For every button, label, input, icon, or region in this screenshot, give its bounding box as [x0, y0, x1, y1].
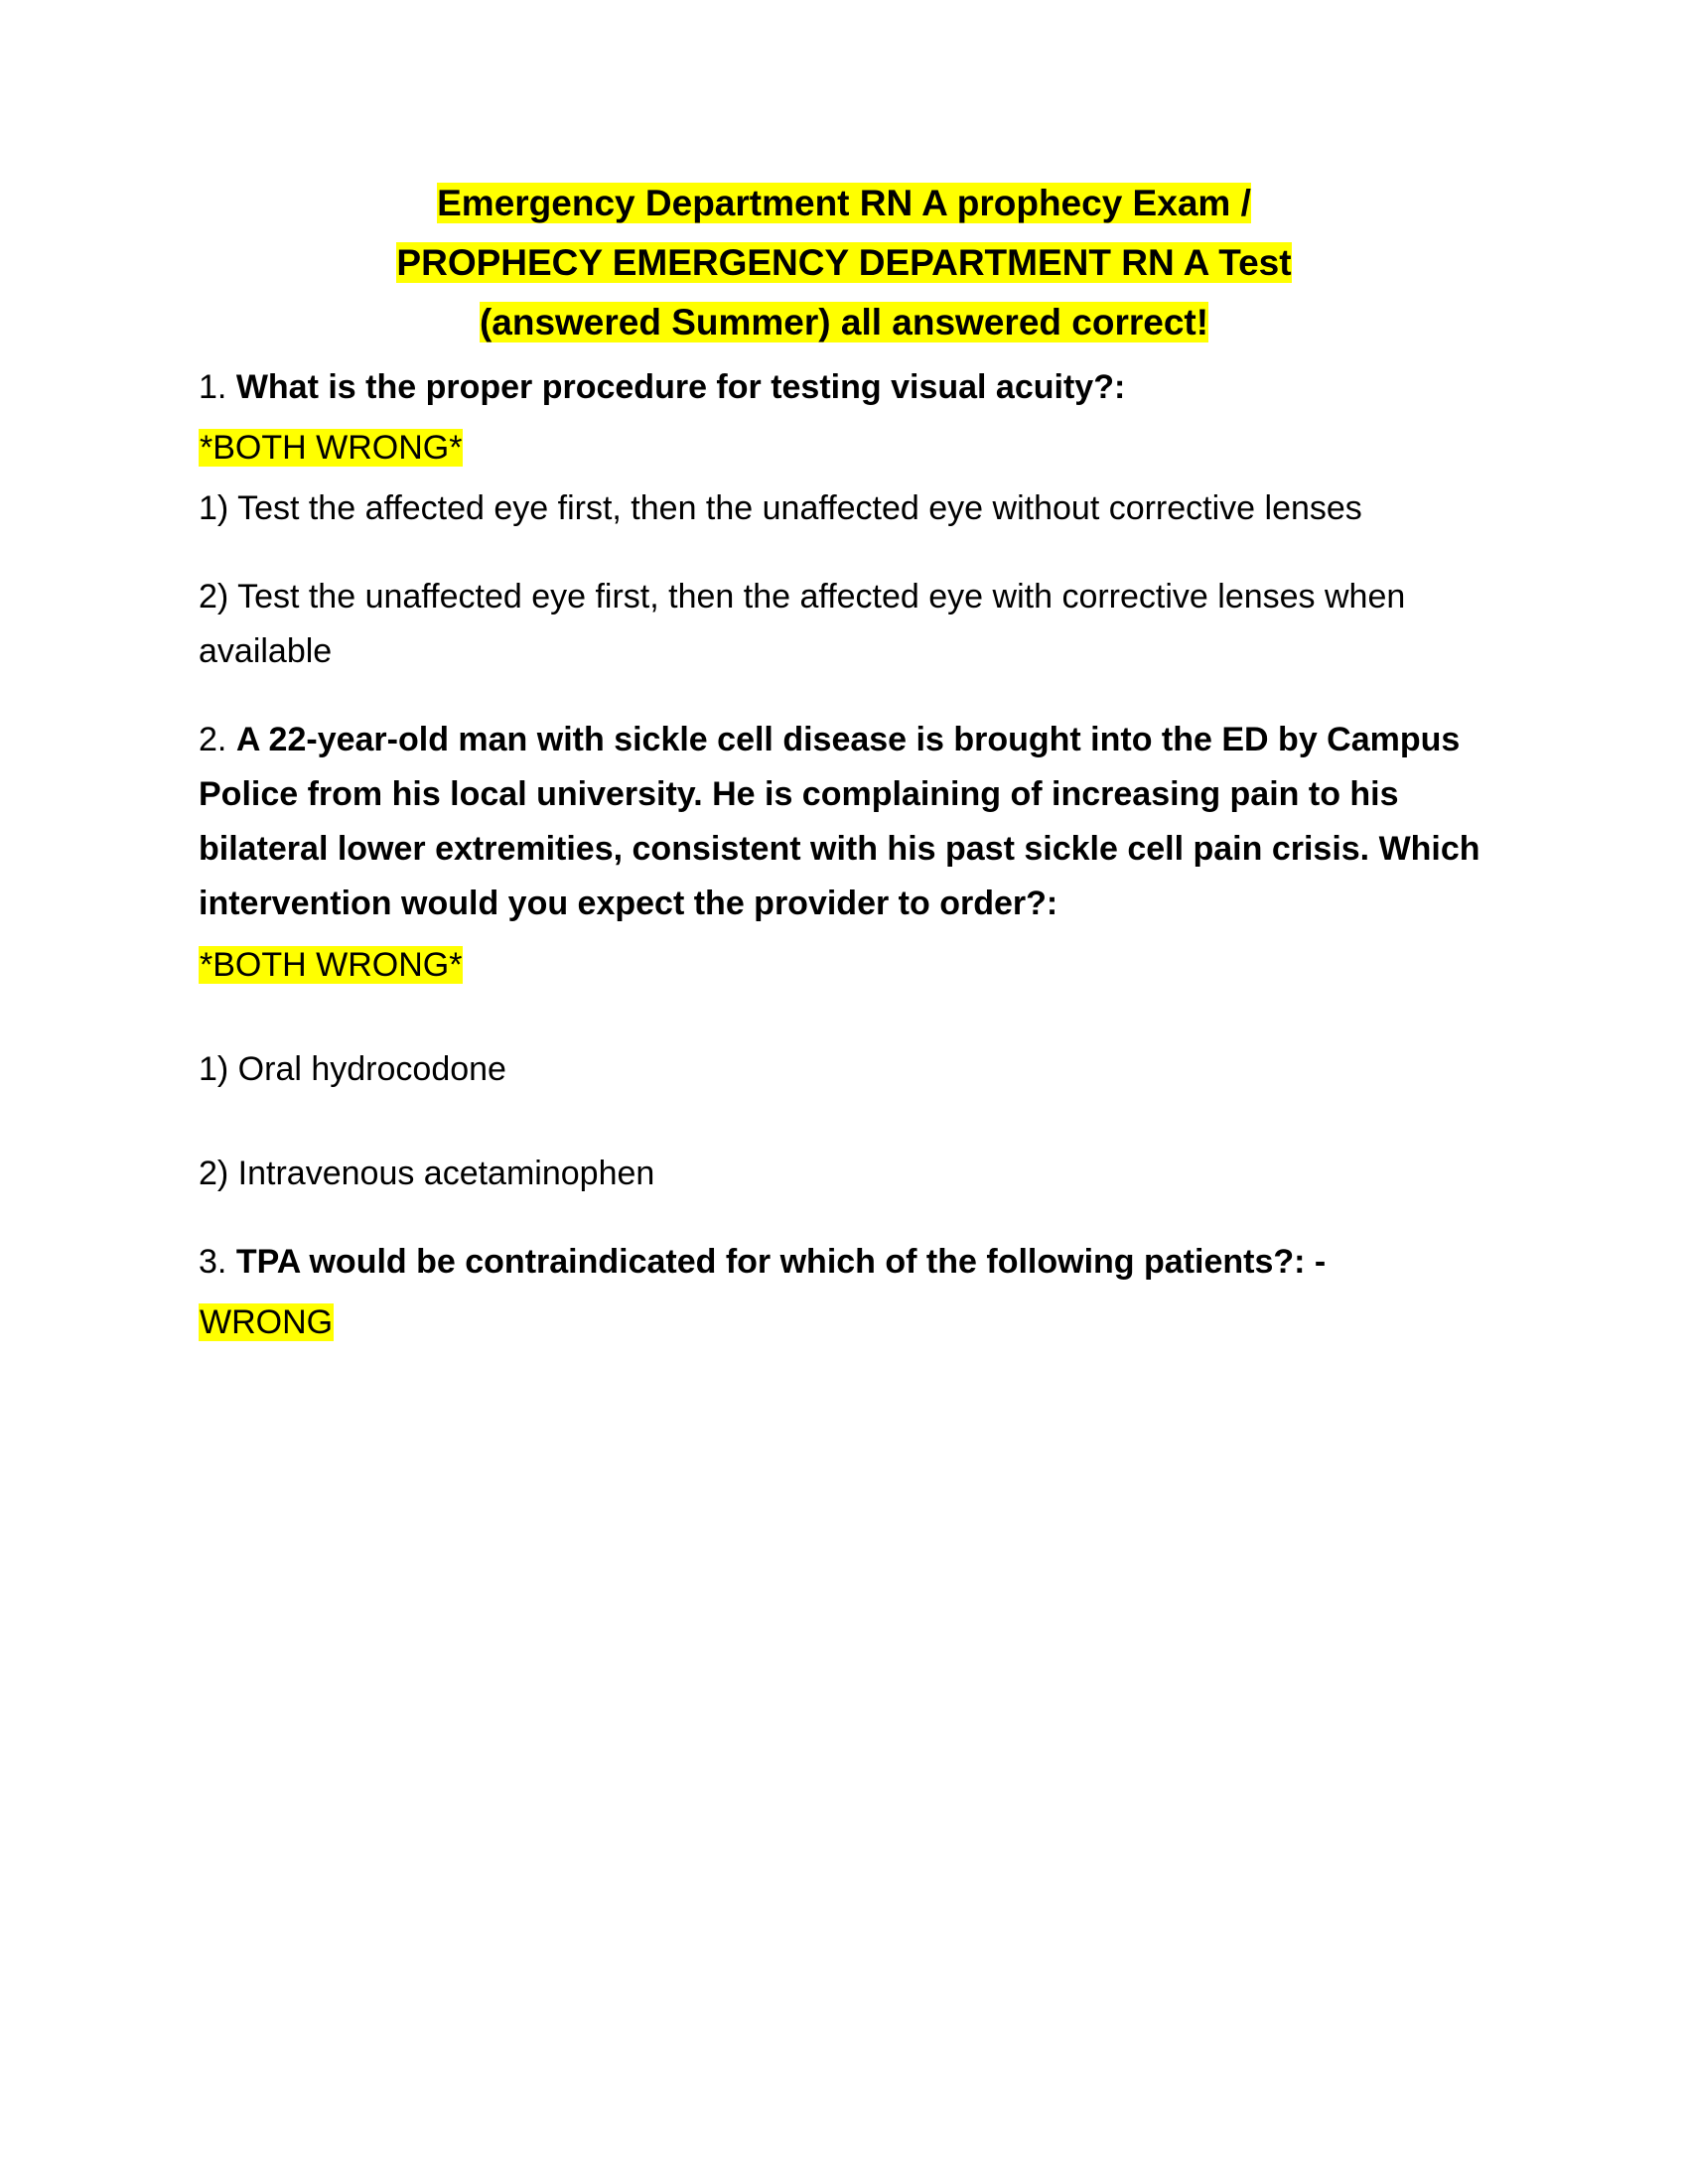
spacer	[199, 542, 1489, 570]
document-title	[199, 174, 1489, 352]
question-1-number: 1.	[199, 367, 227, 406]
question-2-number: 2.	[199, 721, 227, 759]
question-3-text: TPA would be contraindicated for which of the following patients?: -	[235, 1242, 1327, 1281]
answer-note-3	[199, 1296, 1489, 1350]
question-1-option-1: 1) Test the affected eye first, then the unaffected eye without corrective lenses	[199, 488, 1362, 527]
question-1	[199, 360, 1489, 415]
question-2-text: A 22-year-old man with sickle cell disease is brought into the ED by Campus Police from his local university. He is complaining of increasing pain to his bilateral lower extremities, consistent with his past sickle cell pain crisis. Which intervention would you expect the provider to order?:	[199, 721, 1480, 923]
question-2	[199, 713, 1489, 931]
question-1-text: What is the proper procedure for testing visual acuity?:	[235, 367, 1126, 406]
answer-note-1	[199, 421, 1489, 476]
spacer	[199, 685, 1489, 713]
answer-note-2	[199, 938, 1489, 993]
answer-note-2-text: *BOTH WRONG*	[200, 945, 463, 984]
spacer	[199, 1103, 1489, 1147]
answer-note-1-text: *BOTH WRONG*	[200, 428, 463, 467]
title-line-1: Emergency Department RN A prophecy Exam /	[437, 183, 1251, 223]
title-line-2: PROPHECY EMERGENCY DEPARTMENT RN A Test	[396, 241, 1292, 283]
question-2-option-1: 1) Oral hydrocodone	[199, 1049, 506, 1088]
question-3-number: 3.	[199, 1242, 227, 1281]
question-3	[199, 1235, 1489, 1290]
title-line-3: (answered Summer) all answered correct!	[479, 301, 1209, 342]
answer-note-3-text: WRONG	[200, 1302, 334, 1341]
question-1-option-2: 2) Test the unaffected eye first, then the affected eye with corrective lenses when available	[199, 578, 1406, 671]
spacer	[199, 1207, 1489, 1235]
spacer	[199, 999, 1489, 1042]
question-2-option-2: 2) Intravenous acetaminophen	[199, 1154, 655, 1192]
